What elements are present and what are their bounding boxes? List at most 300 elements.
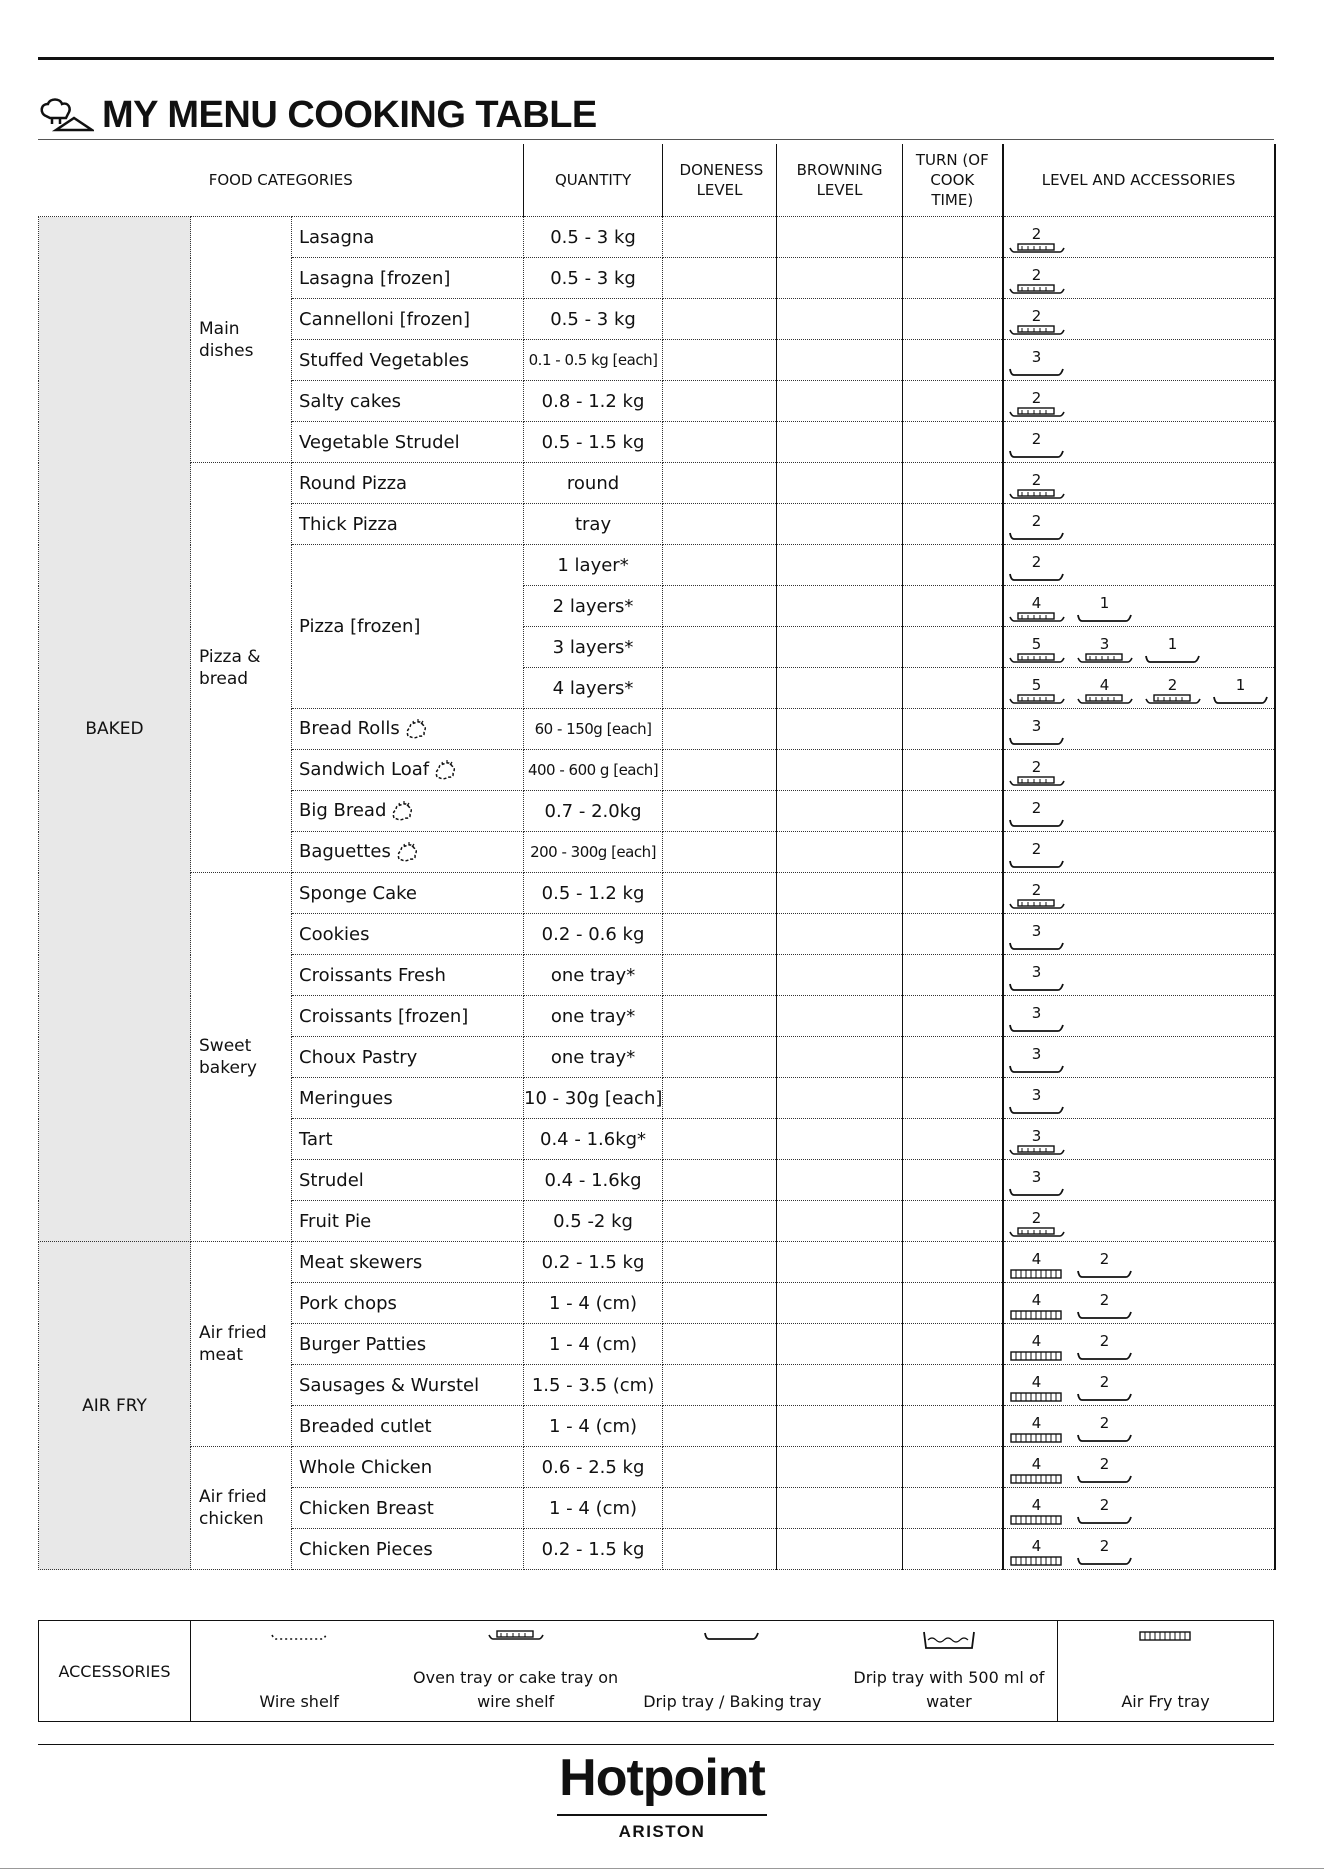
table-header [39, 144, 1275, 217]
bottom-rule [38, 1744, 1274, 1745]
header-food-categories: FOOD CATEGORIES [39, 144, 524, 217]
title-text: MY MENU COOKING TABLE [102, 94, 597, 136]
group-air-fried-meat: Air fried meat [191, 1242, 292, 1447]
brand-divider [557, 1814, 767, 1816]
level-accessories-cell [1003, 1365, 1275, 1406]
level-accessories-cell [1003, 1037, 1275, 1078]
quantity-cell: 1 - 4 (cm) [524, 1324, 663, 1365]
drip-tray-icon [1008, 1021, 1066, 1035]
drip-tray-icon [1076, 1431, 1134, 1445]
air-fry-tray-icon [1134, 1628, 1198, 1647]
doneness-cell [663, 1365, 777, 1406]
quantity-cell: 1 - 4 (cm) [524, 1406, 663, 1447]
quantity-cell: 2 layers* [524, 586, 663, 627]
air-fry-tray-icon [1008, 1308, 1066, 1322]
drip-tray-icon [1008, 857, 1066, 871]
dough-rising-icon [433, 759, 457, 781]
level-marker: 4 [1008, 1375, 1066, 1404]
level-accessories-cell [1003, 1119, 1275, 1160]
quantity-cell: 0.7 - 2.0kg [524, 791, 663, 832]
title-rule [38, 139, 1274, 140]
turn-cell [903, 1160, 1003, 1201]
page-title [38, 94, 597, 137]
doneness-cell [663, 1529, 777, 1570]
turn-cell [903, 1488, 1003, 1529]
browning-cell [777, 1201, 903, 1242]
quantity-cell: one tray* [524, 1037, 663, 1078]
level-accessories-cell [1003, 1447, 1275, 1488]
level-marker: 3 [1008, 1170, 1066, 1199]
level-marker: 2 [1008, 1211, 1066, 1240]
level-accessories-cell [1003, 340, 1275, 381]
level-accessories-cell [1003, 1283, 1275, 1324]
category-air-fry: AIR FRY [39, 1242, 191, 1570]
chef-hat-icon [38, 96, 94, 136]
level-accessories-cell [1003, 914, 1275, 955]
level-accessories-cell [1003, 1242, 1275, 1283]
level-marker: 2 [1008, 473, 1066, 502]
quantity-cell: 0.5 -2 kg [524, 1201, 663, 1242]
level-accessories-cell [1003, 996, 1275, 1037]
air-fry-tray-icon [1008, 1472, 1066, 1486]
level-marker: 2 [1008, 555, 1066, 584]
turn-cell [903, 545, 1003, 586]
doneness-cell [663, 627, 777, 668]
quantity-cell: 10 - 30g [each] [524, 1078, 663, 1119]
dough-rising-icon [390, 800, 414, 822]
quantity-cell: 0.4 - 1.6kg* [524, 1119, 663, 1160]
level-marker: 2 [1076, 1498, 1134, 1527]
level-marker: 3 [1008, 1129, 1066, 1158]
table-row [39, 463, 1275, 504]
doneness-cell [663, 422, 777, 463]
browning-cell [777, 996, 903, 1037]
quantity-cell: 0.2 - 1.5 kg [524, 1529, 663, 1570]
quantity-cell: one tray* [524, 955, 663, 996]
header-quantity: QUANTITY [524, 144, 663, 217]
oven-tray-icon [1008, 611, 1066, 625]
turn-cell [903, 1078, 1003, 1119]
level-marker: 3 [1008, 924, 1066, 953]
quantity-cell: 1.5 - 3.5 (cm) [524, 1365, 663, 1406]
food-name: Whole Chicken [292, 1447, 524, 1488]
food-name: Croissants Fresh [292, 955, 524, 996]
turn-cell [903, 340, 1003, 381]
level-accessories-cell [1003, 381, 1275, 422]
group-main-dishes: Main dishes [191, 217, 292, 463]
table-row [39, 217, 1275, 258]
food-name: Bread Rolls [292, 709, 524, 750]
table-row [39, 873, 1275, 914]
browning-cell [777, 1160, 903, 1201]
drip-tray-icon [1008, 1185, 1066, 1199]
browning-cell [777, 1529, 903, 1570]
food-name: Vegetable Strudel [292, 422, 524, 463]
level-accessories-cell [1003, 422, 1275, 463]
air-fry-tray-icon [1008, 1431, 1066, 1445]
level-marker: 3 [1076, 637, 1134, 666]
turn-cell [903, 832, 1003, 873]
turn-cell [903, 258, 1003, 299]
doneness-cell [663, 504, 777, 545]
level-accessories-cell [1003, 1529, 1275, 1570]
doneness-cell [663, 299, 777, 340]
food-name: Burger Patties [292, 1324, 524, 1365]
doneness-cell [663, 873, 777, 914]
oven-tray-icon [1008, 775, 1066, 789]
food-name: Cannelloni [frozen] [292, 299, 524, 340]
turn-cell [903, 914, 1003, 955]
food-name: Meat skewers [292, 1242, 524, 1283]
quantity-cell: 0.5 - 3 kg [524, 299, 663, 340]
drip-tray-icon [700, 1628, 764, 1647]
food-name: Fruit Pie [292, 1201, 524, 1242]
quantity-cell: 400 - 600 g [each] [524, 750, 663, 791]
quantity-cell: 0.5 - 1.2 kg [524, 873, 663, 914]
level-marker: 2 [1076, 1457, 1134, 1486]
browning-cell [777, 791, 903, 832]
level-accessories-cell [1003, 545, 1275, 586]
doneness-cell [663, 750, 777, 791]
accessory-drip-tray-water: Drip tray with 500 ml of water [841, 1621, 1058, 1722]
level-marker: 2 [1008, 883, 1066, 912]
doneness-cell [663, 340, 777, 381]
level-accessories-cell [1003, 1160, 1275, 1201]
browning-cell [777, 750, 903, 791]
drip-tray-icon [1144, 652, 1202, 666]
food-name: Choux Pastry [292, 1037, 524, 1078]
level-marker: 4 [1008, 1498, 1066, 1527]
food-name: Strudel [292, 1160, 524, 1201]
level-marker: 3 [1008, 1088, 1066, 1117]
cooking-table [38, 144, 1276, 1570]
drip-tray-water-icon [917, 1628, 981, 1656]
accessory-air-fry-tray: Air Fry tray [1058, 1621, 1274, 1722]
doneness-cell [663, 832, 777, 873]
food-name: Lasagna [292, 217, 524, 258]
doneness-cell [663, 709, 777, 750]
doneness-cell [663, 545, 777, 586]
browning-cell [777, 668, 903, 709]
browning-cell [777, 586, 903, 627]
level-accessories-cell [1003, 1324, 1275, 1365]
turn-cell [903, 299, 1003, 340]
quantity-cell: 1 - 4 (cm) [524, 1488, 663, 1529]
level-marker: 2 [1144, 678, 1202, 707]
oven-tray-icon [484, 1628, 548, 1647]
table-row [39, 1242, 1275, 1283]
doneness-cell [663, 1283, 777, 1324]
level-accessories-cell [1003, 791, 1275, 832]
food-name: Tart [292, 1119, 524, 1160]
oven-tray-icon [1008, 652, 1066, 666]
food-name: Stuffed Vegetables [292, 340, 524, 381]
air-fry-tray-icon [1008, 1267, 1066, 1281]
level-accessories-cell [1003, 873, 1275, 914]
turn-cell [903, 873, 1003, 914]
group-air-fried-chicken: Air fried chicken [191, 1447, 292, 1570]
level-accessories-cell [1003, 627, 1275, 668]
food-name: Chicken Breast [292, 1488, 524, 1529]
level-marker: 2 [1008, 801, 1066, 830]
level-accessories-cell [1003, 1406, 1275, 1447]
accessories-legend [38, 1620, 1274, 1722]
dough-rising-icon [404, 718, 428, 740]
level-marker: 2 [1076, 1334, 1134, 1363]
turn-cell [903, 381, 1003, 422]
turn-cell [903, 996, 1003, 1037]
level-marker: 2 [1076, 1416, 1134, 1445]
food-name: Pork chops [292, 1283, 524, 1324]
browning-cell [777, 1488, 903, 1529]
brand-sub: ARISTON [618, 1822, 706, 1841]
food-name: Salty cakes [292, 381, 524, 422]
browning-cell [777, 709, 903, 750]
drip-tray-icon [1076, 611, 1134, 625]
category-baked: BAKED [39, 217, 191, 1242]
drip-tray-icon [1008, 816, 1066, 830]
level-marker: 4 [1008, 596, 1066, 625]
level-marker: 2 [1076, 1252, 1134, 1281]
turn-cell [903, 1324, 1003, 1365]
accessory-drip-tray: Drip tray / Baking tray [624, 1621, 841, 1722]
quantity-cell: 1 layer* [524, 545, 663, 586]
doneness-cell [663, 463, 777, 504]
level-accessories-cell [1003, 750, 1275, 791]
turn-cell [903, 1365, 1003, 1406]
food-name: Cookies [292, 914, 524, 955]
drip-tray-icon [1076, 1554, 1134, 1568]
level-accessories-cell [1003, 463, 1275, 504]
doneness-cell [663, 1201, 777, 1242]
drip-tray-icon [1076, 1390, 1134, 1404]
drip-tray-icon [1008, 1062, 1066, 1076]
food-name: Round Pizza [292, 463, 524, 504]
quantity-cell: tray [524, 504, 663, 545]
drip-tray-icon [1008, 447, 1066, 461]
level-marker: 2 [1008, 309, 1066, 338]
header-doneness: DONENESS LEVEL [663, 144, 777, 217]
browning-cell [777, 1447, 903, 1488]
quantity-cell: 60 - 150g [each] [524, 709, 663, 750]
accessory-oven-tray: Oven tray or cake tray on wire shelf [407, 1621, 624, 1722]
quantity-cell: one tray* [524, 996, 663, 1037]
quantity-cell: 0.2 - 0.6 kg [524, 914, 663, 955]
header-level-accessories: LEVEL AND ACCESSORIES [1003, 144, 1275, 217]
browning-cell [777, 340, 903, 381]
level-accessories-cell [1003, 1201, 1275, 1242]
level-accessories-cell [1003, 258, 1275, 299]
food-name: Big Bread [292, 791, 524, 832]
level-accessories-cell [1003, 709, 1275, 750]
level-marker: 2 [1076, 1539, 1134, 1568]
oven-tray-icon [1008, 242, 1066, 256]
air-fry-tray-icon [1008, 1349, 1066, 1363]
level-accessories-cell [1003, 586, 1275, 627]
level-marker: 3 [1008, 350, 1066, 379]
browning-cell [777, 1242, 903, 1283]
drip-tray-icon [1008, 365, 1066, 379]
doneness-cell [663, 791, 777, 832]
level-marker: 4 [1008, 1334, 1066, 1363]
browning-cell [777, 873, 903, 914]
doneness-cell [663, 586, 777, 627]
food-name: Thick Pizza [292, 504, 524, 545]
level-marker: 2 [1008, 268, 1066, 297]
browning-cell [777, 1283, 903, 1324]
food-pizza-frozen: Pizza [frozen] [292, 545, 524, 709]
quantity-cell: 0.6 - 2.5 kg [524, 1447, 663, 1488]
level-marker: 3 [1008, 965, 1066, 994]
quantity-cell: 4 layers* [524, 668, 663, 709]
top-rule [38, 57, 1274, 60]
level-accessories-cell [1003, 217, 1275, 258]
doneness-cell [663, 668, 777, 709]
oven-tray-icon [1008, 693, 1066, 707]
level-marker: 2 [1008, 842, 1066, 871]
level-marker: 4 [1076, 678, 1134, 707]
oven-tray-icon [1008, 1144, 1066, 1158]
air-fry-tray-icon [1008, 1554, 1066, 1568]
accessory-wire-shelf: Wire shelf [191, 1621, 408, 1722]
food-name: Sandwich Loaf [292, 750, 524, 791]
doneness-cell [663, 914, 777, 955]
doneness-cell [663, 1488, 777, 1529]
dough-rising-icon [395, 841, 419, 863]
quantity-cell: 0.8 - 1.2 kg [524, 381, 663, 422]
header-browning: BROWNING LEVEL [777, 144, 903, 217]
oven-tray-icon [1144, 693, 1202, 707]
food-name: Baguettes [292, 832, 524, 873]
level-marker: 2 [1008, 760, 1066, 789]
level-marker: 5 [1008, 637, 1066, 666]
turn-cell [903, 463, 1003, 504]
accessories-label: ACCESSORIES [39, 1621, 191, 1722]
quantity-cell: 0.5 - 3 kg [524, 258, 663, 299]
turn-cell [903, 1529, 1003, 1570]
doneness-cell [663, 1119, 777, 1160]
drip-tray-icon [1008, 529, 1066, 543]
drip-tray-icon [1008, 1103, 1066, 1117]
brand-logo [0, 1748, 1324, 1842]
level-marker: 2 [1076, 1293, 1134, 1322]
browning-cell [777, 627, 903, 668]
level-accessories-cell [1003, 955, 1275, 996]
drip-tray-icon [1076, 1349, 1134, 1363]
quantity-cell: 1 - 4 (cm) [524, 1283, 663, 1324]
level-marker: 1 [1212, 678, 1270, 707]
quantity-cell: 0.5 - 3 kg [524, 217, 663, 258]
turn-cell [903, 955, 1003, 996]
browning-cell [777, 955, 903, 996]
doneness-cell [663, 1324, 777, 1365]
oven-tray-icon [1076, 693, 1134, 707]
oven-tray-icon [1008, 406, 1066, 420]
level-marker: 3 [1008, 719, 1066, 748]
turn-cell [903, 791, 1003, 832]
browning-cell [777, 1324, 903, 1365]
browning-cell [777, 1078, 903, 1119]
drip-tray-icon [1008, 980, 1066, 994]
level-marker: 3 [1008, 1047, 1066, 1076]
food-name: Croissants [frozen] [292, 996, 524, 1037]
food-name: Sausages & Wurstel [292, 1365, 524, 1406]
group-sweet-bakery: Sweet bakery [191, 873, 292, 1242]
air-fry-tray-icon [1008, 1390, 1066, 1404]
doneness-cell [663, 1406, 777, 1447]
level-marker: 1 [1144, 637, 1202, 666]
level-marker: 2 [1008, 432, 1066, 461]
turn-cell [903, 627, 1003, 668]
quantity-cell: 0.4 - 1.6kg [524, 1160, 663, 1201]
level-marker: 2 [1008, 391, 1066, 420]
footer-rule [0, 1868, 1324, 1869]
turn-cell [903, 422, 1003, 463]
drip-tray-icon [1076, 1267, 1134, 1281]
level-marker: 4 [1008, 1293, 1066, 1322]
oven-tray-icon [1008, 283, 1066, 297]
drip-tray-icon [1008, 570, 1066, 584]
level-marker: 4 [1008, 1416, 1066, 1445]
level-marker: 4 [1008, 1457, 1066, 1486]
browning-cell [777, 1119, 903, 1160]
quantity-cell: round [524, 463, 663, 504]
quantity-cell: 0.2 - 1.5 kg [524, 1242, 663, 1283]
turn-cell [903, 504, 1003, 545]
browning-cell [777, 914, 903, 955]
level-marker: 1 [1076, 596, 1134, 625]
doneness-cell [663, 217, 777, 258]
level-marker: 2 [1076, 1375, 1134, 1404]
quantity-cell: 200 - 300g [each] [524, 832, 663, 873]
level-accessories-cell [1003, 299, 1275, 340]
turn-cell [903, 1406, 1003, 1447]
doneness-cell [663, 1078, 777, 1119]
wire-shelf-icon [267, 1628, 331, 1647]
doneness-cell [663, 996, 777, 1037]
turn-cell [903, 217, 1003, 258]
turn-cell [903, 1201, 1003, 1242]
level-accessories-cell [1003, 668, 1275, 709]
oven-tray-icon [1076, 652, 1134, 666]
browning-cell [777, 299, 903, 340]
turn-cell [903, 1447, 1003, 1488]
browning-cell [777, 422, 903, 463]
food-name: Chicken Pieces [292, 1529, 524, 1570]
doneness-cell [663, 1242, 777, 1283]
food-name: Breaded cutlet [292, 1406, 524, 1447]
browning-cell [777, 217, 903, 258]
food-name: Sponge Cake [292, 873, 524, 914]
header-turn: TURN (OF COOK TIME) [903, 144, 1003, 217]
drip-tray-icon [1076, 1472, 1134, 1486]
turn-cell [903, 1283, 1003, 1324]
air-fry-tray-icon [1008, 1513, 1066, 1527]
browning-cell [777, 832, 903, 873]
turn-cell [903, 1037, 1003, 1078]
brand-name: Hotpoint [559, 1749, 765, 1807]
table-row [39, 1447, 1275, 1488]
doneness-cell [663, 258, 777, 299]
browning-cell [777, 1365, 903, 1406]
level-marker: 3 [1008, 1006, 1066, 1035]
doneness-cell [663, 955, 777, 996]
drip-tray-icon [1008, 939, 1066, 953]
level-marker: 2 [1008, 227, 1066, 256]
doneness-cell [663, 1447, 777, 1488]
turn-cell [903, 750, 1003, 791]
oven-tray-icon [1008, 488, 1066, 502]
